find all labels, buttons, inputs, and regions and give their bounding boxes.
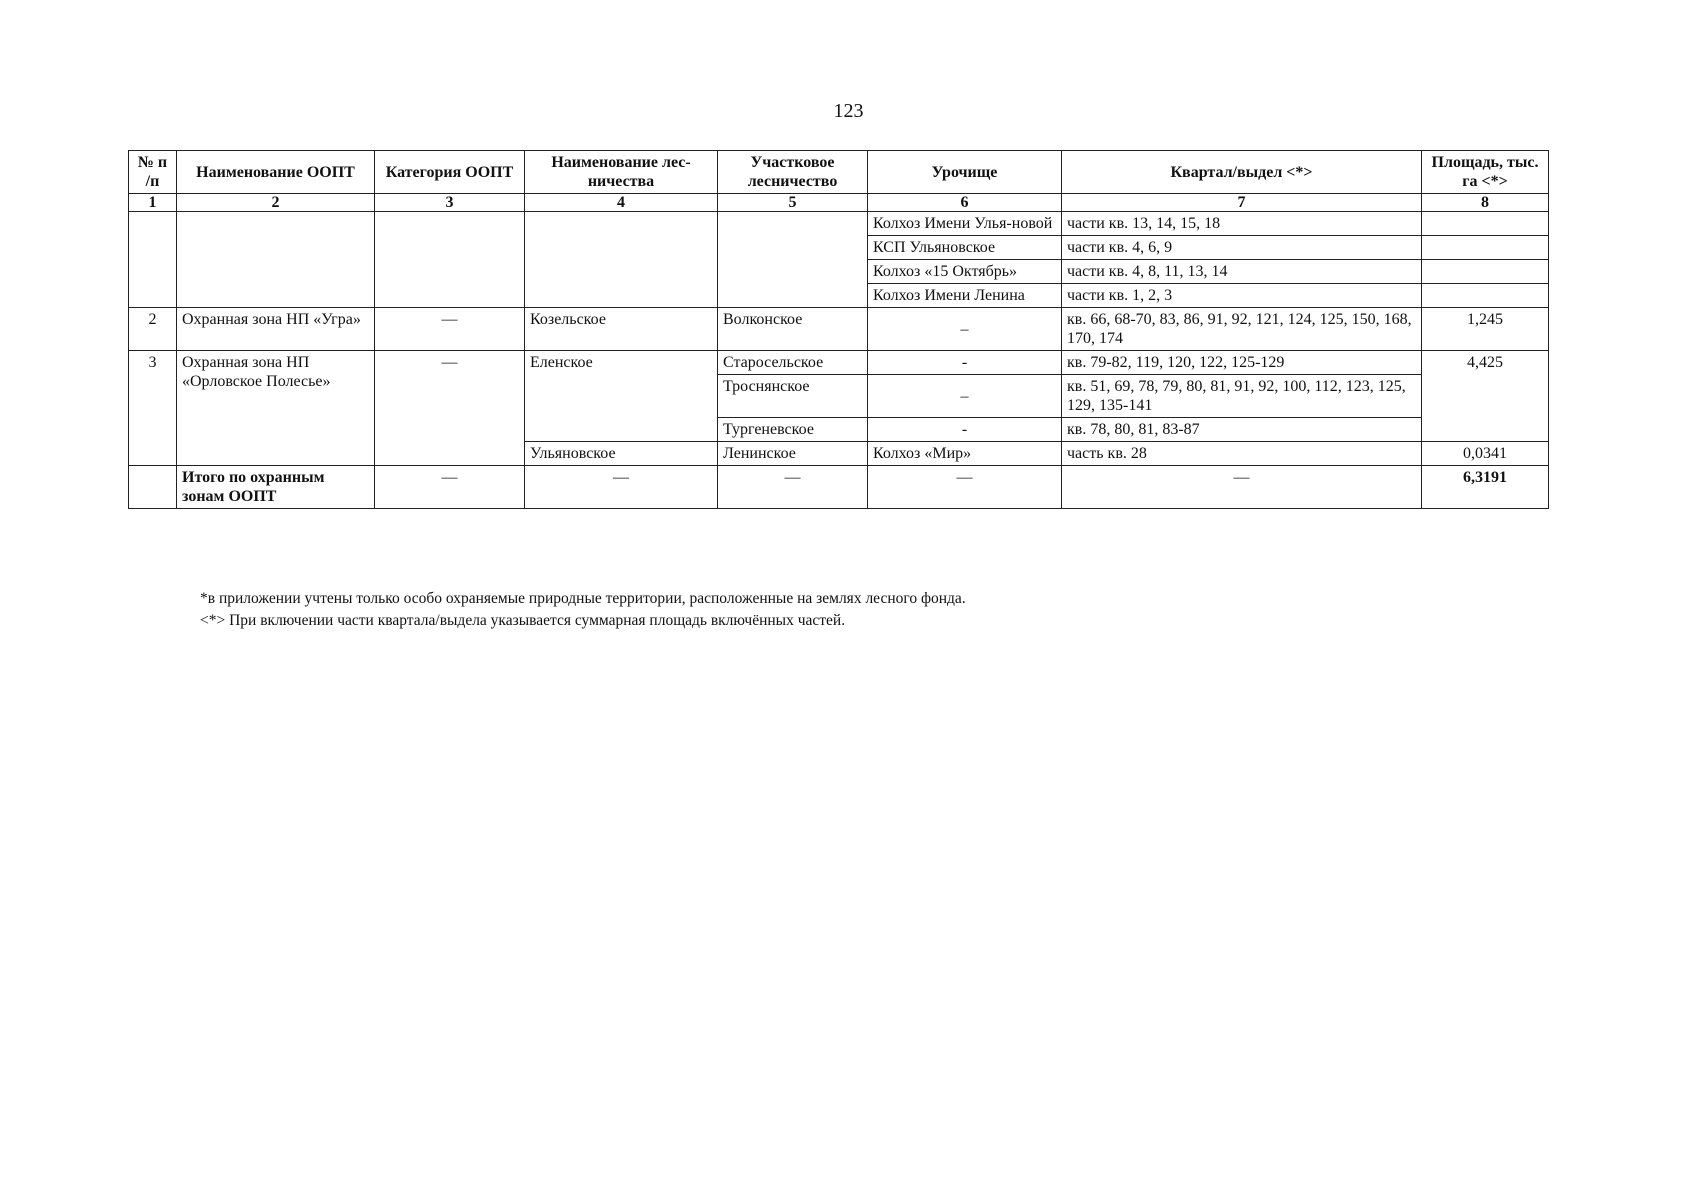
cell-kvartal: части кв. 13, 14, 15, 18 <box>1062 212 1422 236</box>
cell-lesnichestvo: Еленское <box>525 351 718 442</box>
header-kvartal: Квартал/выдел <*> <box>1062 151 1422 194</box>
cell-lesnichestvo: Козельское <box>525 308 718 351</box>
header-name: Наименование ООПТ <box>177 151 375 194</box>
empty-cell <box>129 466 177 509</box>
cell-category: — <box>375 351 525 466</box>
cell-kvartal: части кв. 4, 8, 11, 13, 14 <box>1062 260 1422 284</box>
header-lesnichestvo: Наименование лес-ничества <box>525 151 718 194</box>
cell-total-urochishche: — <box>868 466 1062 509</box>
header-category: Категория ООПТ <box>375 151 525 194</box>
cell-kvartal: часть кв. 28 <box>1062 442 1422 466</box>
column-number: 7 <box>1062 194 1422 212</box>
cell-urochishche: – <box>868 375 1062 418</box>
cell-urochishche: - <box>868 418 1062 442</box>
empty-cell <box>1422 260 1549 284</box>
cell-total-uchastok: — <box>718 466 868 509</box>
footnotes <box>200 588 966 632</box>
cell-uchastok: Ленинское <box>718 442 868 466</box>
cell-area: 0,0341 <box>1422 442 1549 466</box>
cell-kvartal: части кв. 4, 6, 9 <box>1062 236 1422 260</box>
cell-urochishche: КСП Ульяновское <box>868 236 1062 260</box>
column-number: 1 <box>129 194 177 212</box>
column-number-row <box>129 194 1549 212</box>
page-number: 123 <box>833 100 864 122</box>
cell-name: Охранная зона НП «Орловское Полесье» <box>177 351 375 466</box>
empty-cell <box>375 212 525 308</box>
footnote-1: *в приложении учтены только особо охраняемые природные территории, расположенные на землях лесного фонда. <box>200 590 966 607</box>
cell-urochishche: Колхоз Имени Улья-новой <box>868 212 1062 236</box>
header-uchastok: Участковое лесничество <box>718 151 868 194</box>
cell-urochishche: - <box>868 351 1062 375</box>
empty-cell <box>525 212 718 308</box>
cell-kvartal: части кв. 1, 2, 3 <box>1062 284 1422 308</box>
column-number: 4 <box>525 194 718 212</box>
empty-cell <box>718 212 868 308</box>
cell-urochishche: Колхоз «Мир» <box>868 442 1062 466</box>
column-number: 8 <box>1422 194 1549 212</box>
cell-kvartal: кв. 78, 80, 81, 83-87 <box>1062 418 1422 442</box>
cell-total-category: — <box>375 466 525 509</box>
empty-cell <box>129 212 177 308</box>
table-row <box>129 351 1549 375</box>
cell-name: Охранная зона НП «Угра» <box>177 308 375 351</box>
oopt-table <box>128 150 1549 509</box>
cell-area: 1,245 <box>1422 308 1549 351</box>
cell-urochishche: Колхоз Имени Ленина <box>868 284 1062 308</box>
table-header-row <box>129 151 1549 194</box>
column-number: 5 <box>718 194 868 212</box>
footnote-2: <*> При включении части квартала/выдела указывается суммарная площадь включённых частей. <box>200 612 846 629</box>
empty-cell <box>1422 212 1549 236</box>
cell-lesnichestvo: Ульяновское <box>525 442 718 466</box>
header-urochishche: Урочище <box>868 151 1062 194</box>
oopt-table-container <box>128 150 1548 509</box>
cell-num: 3 <box>129 351 177 466</box>
table-row <box>129 308 1549 351</box>
table-row <box>129 212 1549 236</box>
cell-category: — <box>375 308 525 351</box>
cell-area: 4,425 <box>1422 351 1549 442</box>
cell-uchastok: Волконское <box>718 308 868 351</box>
header-area: Площадь, тыс. га <*> <box>1422 151 1549 194</box>
cell-num: 2 <box>129 308 177 351</box>
empty-cell <box>177 212 375 308</box>
column-number: 6 <box>868 194 1062 212</box>
cell-total-kvartal: — <box>1062 466 1422 509</box>
column-number: 3 <box>375 194 525 212</box>
cell-total-label: Итого по охранным зонам ООПТ <box>177 466 375 509</box>
cell-uchastok: Старосельское <box>718 351 868 375</box>
cell-kvartal: кв. 51, 69, 78, 79, 80, 81, 91, 92, 100, 112, 123, 125, 129, 135-141 <box>1062 375 1422 418</box>
cell-kvartal: кв. 79-82, 119, 120, 122, 125-129 <box>1062 351 1422 375</box>
cell-kvartal: кв. 66, 68-70, 83, 86, 91, 92, 121, 124, 125, 150, 168, 170, 174 <box>1062 308 1422 351</box>
total-row <box>129 466 1549 509</box>
cell-uchastok: Троснянское <box>718 375 868 418</box>
empty-cell <box>1422 284 1549 308</box>
cell-total-area: 6,3191 <box>1422 466 1549 509</box>
cell-urochishche: Колхоз «15 Октябрь» <box>868 260 1062 284</box>
empty-cell <box>1422 236 1549 260</box>
cell-total-lesnichestvo: — <box>525 466 718 509</box>
column-number: 2 <box>177 194 375 212</box>
cell-uchastok: Тургеневское <box>718 418 868 442</box>
cell-urochishche: – <box>868 308 1062 351</box>
header-num: № п /п <box>129 151 177 194</box>
